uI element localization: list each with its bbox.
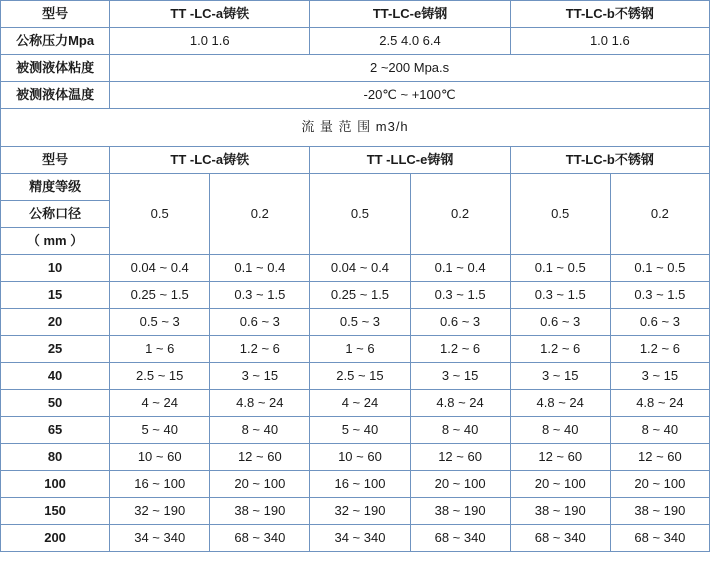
flow-range-value: 10 ~ 60 xyxy=(110,444,210,471)
flow-range-value: 0.1 ~ 0.5 xyxy=(510,255,610,282)
flow-range-value: 68 ~ 340 xyxy=(210,525,310,552)
flow-range-value: 20 ~ 100 xyxy=(210,471,310,498)
flow-range-value: 38 ~ 190 xyxy=(210,498,310,525)
pressure-cast-steel: 2.5 4.0 6.4 xyxy=(310,28,510,55)
table-row xyxy=(1,390,710,417)
flow-range-value: 0.5 ~ 3 xyxy=(110,309,210,336)
flow-range-value: 20 ~ 100 xyxy=(410,471,510,498)
flow-range-value: 0.3 ~ 1.5 xyxy=(410,282,510,309)
flow-range-value: 0.3 ~ 1.5 xyxy=(610,282,709,309)
flow-range-value: 1 ~ 6 xyxy=(110,336,210,363)
flow-range-value: 0.04 ~ 0.4 xyxy=(310,255,410,282)
header-unit-mm: （ mm ） xyxy=(1,228,110,255)
flow-range-value: 68 ~ 340 xyxy=(510,525,610,552)
flow-range-value: 0.3 ~ 1.5 xyxy=(210,282,310,309)
flow-range-value: 5 ~ 40 xyxy=(110,417,210,444)
flow-range-value: 1.2 ~ 6 xyxy=(210,336,310,363)
flow-range-rows xyxy=(1,255,710,552)
flow-range-value: 10 ~ 60 xyxy=(310,444,410,471)
header-model: 型号 xyxy=(1,1,110,28)
flow-range-value: 5 ~ 40 xyxy=(310,417,410,444)
flow-range-value: 4.8 ~ 24 xyxy=(210,390,310,417)
nominal-diameter-value: 50 xyxy=(1,390,110,417)
flow-range-value: 4 ~ 24 xyxy=(310,390,410,417)
flow-range-value: 8 ~ 40 xyxy=(610,417,709,444)
flow-range-value: 4.8 ~ 24 xyxy=(510,390,610,417)
nominal-diameter-value: 10 xyxy=(1,255,110,282)
grade-cell-6: 0.2 xyxy=(610,174,709,255)
nominal-diameter-value: 25 xyxy=(1,336,110,363)
table-row xyxy=(1,525,710,552)
nominal-diameter-value: 40 xyxy=(1,363,110,390)
flow-range-value: 0.5 ~ 3 xyxy=(310,309,410,336)
header-accuracy-grade: 精度等级 xyxy=(1,174,110,201)
model-lower-stainless-steel: TT-LC-b不锈钢 xyxy=(510,147,709,174)
table-row xyxy=(1,255,710,282)
flow-range-value: 0.04 ~ 0.4 xyxy=(110,255,210,282)
pressure-cast-iron: 1.0 1.6 xyxy=(110,28,310,55)
table-row-model-lower xyxy=(1,147,710,174)
flow-range-value: 8 ~ 40 xyxy=(210,417,310,444)
temperature-value: -20℃ ~ +100℃ xyxy=(110,82,710,109)
nominal-diameter-value: 65 xyxy=(1,417,110,444)
flow-range-value: 12 ~ 60 xyxy=(410,444,510,471)
viscosity-value: 2 ~200 Mpa.s xyxy=(110,55,710,82)
table-row-accuracy-grade xyxy=(1,174,710,201)
flow-range-value: 1.2 ~ 6 xyxy=(510,336,610,363)
table-row xyxy=(1,417,710,444)
flow-range-value: 0.25 ~ 1.5 xyxy=(110,282,210,309)
nominal-diameter-value: 100 xyxy=(1,471,110,498)
flow-range-value: 34 ~ 340 xyxy=(310,525,410,552)
table-row-temperature xyxy=(1,82,710,109)
flow-range-value: 3 ~ 15 xyxy=(410,363,510,390)
flow-range-value: 8 ~ 40 xyxy=(410,417,510,444)
flow-range-value: 34 ~ 340 xyxy=(110,525,210,552)
table-row-pressure xyxy=(1,28,710,55)
flow-range-value: 12 ~ 60 xyxy=(210,444,310,471)
model-lower-cast-iron: TT -LC-a铸铁 xyxy=(110,147,310,174)
flow-range-value: 3 ~ 15 xyxy=(210,363,310,390)
flow-range-value: 4 ~ 24 xyxy=(110,390,210,417)
model-stainless-steel: TT-LC-b不锈钢 xyxy=(510,1,709,28)
model-cast-steel: TT-LC-e铸钢 xyxy=(310,1,510,28)
flow-range-value: 0.6 ~ 3 xyxy=(610,309,709,336)
flow-range-value: 0.6 ~ 3 xyxy=(510,309,610,336)
flow-range-value: 68 ~ 340 xyxy=(610,525,709,552)
grade-cell-2: 0.2 xyxy=(210,174,310,255)
nominal-diameter-value: 15 xyxy=(1,282,110,309)
nominal-diameter-value: 80 xyxy=(1,444,110,471)
flow-range-value: 38 ~ 190 xyxy=(610,498,709,525)
flow-range-value: 32 ~ 190 xyxy=(110,498,210,525)
nominal-diameter-value: 200 xyxy=(1,525,110,552)
flow-range-value: 20 ~ 100 xyxy=(610,471,709,498)
flow-range-value: 38 ~ 190 xyxy=(410,498,510,525)
grade-cell-3: 0.5 xyxy=(310,174,410,255)
table-row xyxy=(1,471,710,498)
flow-range-value: 68 ~ 340 xyxy=(410,525,510,552)
flow-range-value: 0.6 ~ 3 xyxy=(410,309,510,336)
flow-range-value: 20 ~ 100 xyxy=(510,471,610,498)
nominal-diameter-value: 20 xyxy=(1,309,110,336)
model-cast-iron: TT -LC-a铸铁 xyxy=(110,1,310,28)
flow-range-value: 3 ~ 15 xyxy=(510,363,610,390)
flow-range-value: 38 ~ 190 xyxy=(510,498,610,525)
flow-range-value: 1 ~ 6 xyxy=(310,336,410,363)
flow-range-value: 0.1 ~ 0.4 xyxy=(410,255,510,282)
flow-range-value: 4.8 ~ 24 xyxy=(410,390,510,417)
table-row-flow-range-title xyxy=(1,109,710,147)
table-row xyxy=(1,282,710,309)
flow-range-value: 0.1 ~ 0.4 xyxy=(210,255,310,282)
table-row xyxy=(1,309,710,336)
flow-range-value: 12 ~ 60 xyxy=(510,444,610,471)
pressure-stainless-steel: 1.0 1.6 xyxy=(510,28,709,55)
flow-range-value: 3 ~ 15 xyxy=(610,363,709,390)
grade-cell-5: 0.5 xyxy=(510,174,610,255)
flow-range-value: 0.1 ~ 0.5 xyxy=(610,255,709,282)
flow-range-value: 2.5 ~ 15 xyxy=(110,363,210,390)
header-nominal-diameter: 公称口径 xyxy=(1,201,110,228)
model-lower-cast-steel: TT -LLC-e铸钢 xyxy=(310,147,510,174)
flow-range-value: 16 ~ 100 xyxy=(310,471,410,498)
flow-range-value: 8 ~ 40 xyxy=(510,417,610,444)
table-row xyxy=(1,444,710,471)
header-liquid-temperature: 被测液体温度 xyxy=(1,82,110,109)
nominal-diameter-value: 150 xyxy=(1,498,110,525)
flow-range-value: 0.3 ~ 1.5 xyxy=(510,282,610,309)
flow-range-value: 1.2 ~ 6 xyxy=(610,336,709,363)
flow-range-title: 流 量 范 围 m3/h xyxy=(1,109,710,147)
flow-range-value: 0.6 ~ 3 xyxy=(210,309,310,336)
flow-range-value: 12 ~ 60 xyxy=(610,444,709,471)
table-row xyxy=(1,363,710,390)
table-row xyxy=(1,336,710,363)
table-row xyxy=(1,498,710,525)
flow-range-value: 1.2 ~ 6 xyxy=(410,336,510,363)
header-nominal-pressure: 公称压力Mpa xyxy=(1,28,110,55)
flow-range-value: 4.8 ~ 24 xyxy=(610,390,709,417)
flow-range-value: 32 ~ 190 xyxy=(310,498,410,525)
grade-cell-1: 0.5 xyxy=(110,174,210,255)
table-row-model-top xyxy=(1,1,710,28)
header-model-lower: 型号 xyxy=(1,147,110,174)
flow-range-value: 2.5 ~ 15 xyxy=(310,363,410,390)
flow-range-value: 0.25 ~ 1.5 xyxy=(310,282,410,309)
table-row-viscosity xyxy=(1,55,710,82)
flow-range-value: 16 ~ 100 xyxy=(110,471,210,498)
grade-cell-4: 0.2 xyxy=(410,174,510,255)
header-liquid-viscosity: 被测液体粘度 xyxy=(1,55,110,82)
